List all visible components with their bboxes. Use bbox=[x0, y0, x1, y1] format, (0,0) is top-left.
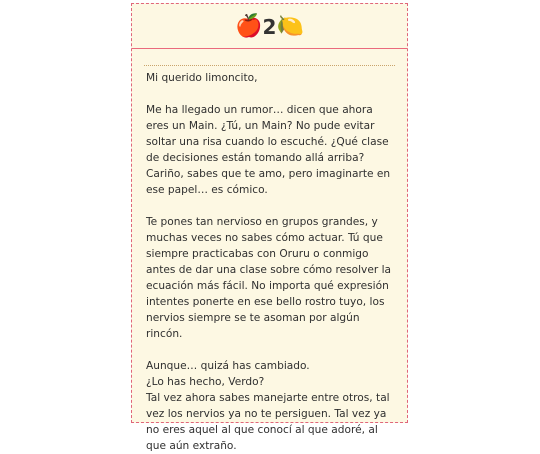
lemon-icon: 🍋 bbox=[276, 13, 304, 39]
letter-paragraph-1: Me ha llegado un rumor… dicen que ahora eres un Main. ¿Tú, un Main? No pude evitar soltar una risa cuando lo escuché. ¿Qué clase de decisiones están tomando allá arriba? Cariño, sabes que te amo, pero imaginarte en ese papel… es cómico. bbox=[146, 104, 391, 196]
letter-greeting: Mi querido limoncito, bbox=[146, 72, 258, 84]
letter-line-3b: ¿Lo has hecho, Verdo? bbox=[146, 376, 265, 388]
letter-line-3c: Tal vez ahora sabes manejarte entre otros, tal vez los nervios ya no te persiguen. Tal vez ya no eres aquel al que conocí al que adoré, al que aún extraño. bbox=[146, 392, 390, 452]
letter-header bbox=[132, 4, 407, 49]
header-number: 2 bbox=[262, 14, 277, 39]
header-divider bbox=[132, 48, 407, 49]
apple-icon: 🍎 bbox=[235, 13, 263, 39]
dotted-divider bbox=[144, 65, 395, 66]
letter-paragraph-2: Te pones tan nervioso en grupos grandes, y muchas veces no sabes cómo actuar. Tú que siempre practicabas con Oruru o conmigo antes de dar una clase sobre cómo resolver la ecuación más fácil. No importa qué expresión intentes ponerte en ese bello rostro tuyo, los nervios siempre se te asoman por algún rincón. bbox=[146, 216, 392, 340]
letter-line-3a: Aunque… quizá has cambiado. bbox=[146, 360, 310, 372]
letter-body bbox=[146, 70, 397, 454]
letter-card bbox=[131, 3, 408, 452]
